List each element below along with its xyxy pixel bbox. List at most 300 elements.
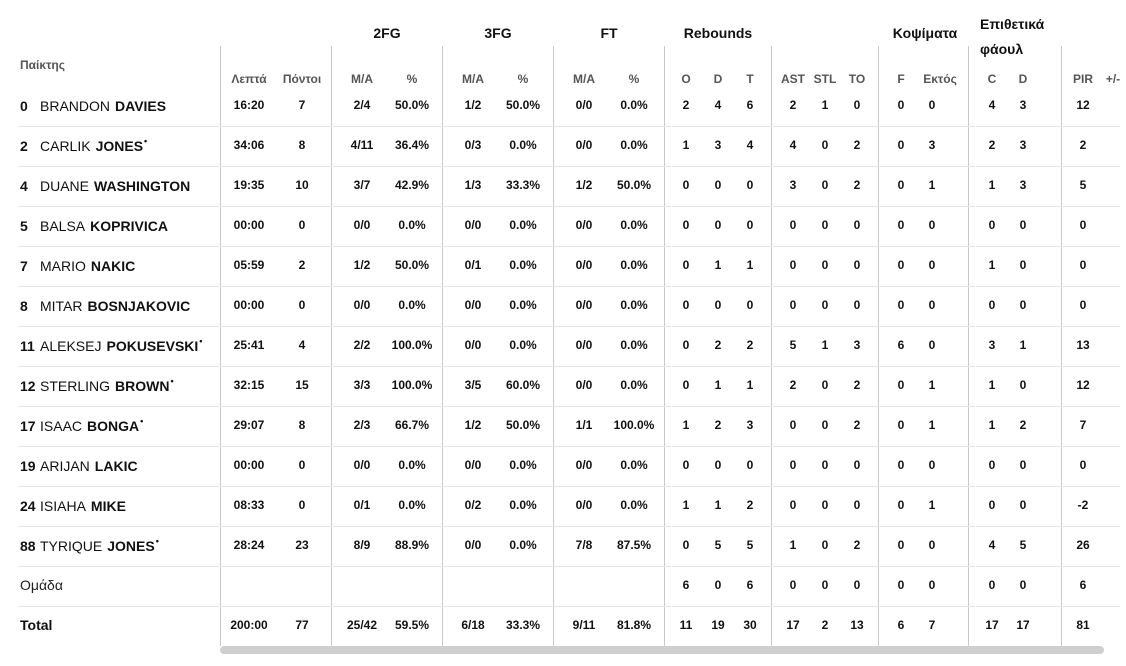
stat-cell: 0/0 — [464, 458, 482, 472]
stat-cell: 0 — [1079, 258, 1087, 272]
stat-cell: 0/0 — [575, 258, 593, 272]
stat-cell: 2 — [853, 538, 861, 552]
stat-cell: 50.0% — [394, 258, 430, 272]
stat-cell: 1 — [1019, 338, 1027, 352]
stat-cell: 0 — [928, 298, 936, 312]
stat-cell: 0 — [298, 218, 306, 232]
stat-cell: 0 — [821, 218, 829, 232]
stat-cell: 1 — [682, 418, 690, 432]
stat-cell: 0/0 — [353, 298, 371, 312]
stat-cell: 0 — [1019, 218, 1027, 232]
stat-cell: 0 — [988, 578, 996, 592]
stat-cell: 0 — [897, 218, 905, 232]
stat-cell: 0/0 — [575, 458, 593, 472]
stat-cell: 1 — [789, 538, 797, 552]
player-first-name[interactable]: ALEKSEJ — [40, 338, 102, 354]
stat-cell: 0 — [928, 578, 936, 592]
stat-cell: 0 — [789, 578, 797, 592]
player-number: 5 — [20, 218, 28, 234]
stat-cell: 0.0% — [398, 298, 426, 312]
stat-cell: 0 — [821, 498, 829, 512]
stat-cell: 0 — [1079, 298, 1087, 312]
stat-cell: 1/2 — [464, 98, 482, 112]
stat-cell: 2 — [988, 138, 996, 152]
player-row — [0, 406, 1126, 446]
player-first-name[interactable]: ARIJAN — [40, 458, 90, 474]
stat-cell: -2 — [1077, 498, 1089, 512]
stat-cell: 0 — [988, 498, 996, 512]
stat-cell: 0/0 — [575, 98, 593, 112]
stat-cell: 2 — [853, 378, 861, 392]
stat-cell: 0 — [821, 258, 829, 272]
stat-cell: 1 — [988, 418, 996, 432]
stat-cell: 3 — [1019, 178, 1027, 192]
stat-cell: 8 — [298, 418, 306, 432]
stat-cell: 0/0 — [464, 338, 482, 352]
stat-cell: 0/2 — [464, 498, 482, 512]
player-number: 4 — [20, 178, 28, 194]
stat-cell: 0.0% — [620, 138, 648, 152]
stat-cell: 1 — [821, 338, 829, 352]
stat-cell: 0 — [298, 298, 306, 312]
stat-cell: 0 — [988, 218, 996, 232]
header-ft-ma: M/A — [573, 72, 595, 86]
stat-cell: 0 — [853, 218, 861, 232]
stat-cell: 0.0% — [509, 538, 537, 552]
stat-cell: 17 — [985, 618, 999, 632]
stat-cell: 26 — [1076, 538, 1090, 552]
total-label: Total — [20, 617, 53, 633]
group-header-blocks: Κοψίματα — [892, 25, 958, 41]
header-minutes: Λεπτά — [231, 72, 267, 86]
stat-cell: 0 — [928, 538, 936, 552]
stat-cell: 2 — [789, 378, 797, 392]
stat-cell: 34:06 — [233, 138, 265, 152]
stat-cell: 0 — [821, 538, 829, 552]
stat-cell: 0 — [897, 378, 905, 392]
stat-cell: 0/0 — [575, 138, 593, 152]
group-header-2fg: 2FG — [373, 25, 401, 41]
player-last-name[interactable]: WASHINGTON — [94, 178, 191, 194]
stat-cell: 0.0% — [398, 218, 426, 232]
stat-cell: 05:59 — [233, 258, 265, 272]
stat-cell: 0 — [897, 498, 905, 512]
stat-cell: 3 — [714, 138, 722, 152]
stat-cell: 0.0% — [620, 378, 648, 392]
stat-cell: 0 — [928, 338, 936, 352]
player-last-name[interactable]: JONES — [95, 138, 144, 154]
stat-cell: 13 — [1076, 338, 1090, 352]
stat-cell: 1/3 — [464, 178, 482, 192]
stat-cell: 1/1 — [575, 418, 593, 432]
stat-cell: 5 — [746, 538, 754, 552]
stat-cell: 0 — [897, 98, 905, 112]
player-number: 17 — [20, 418, 36, 434]
stat-cell: 7/8 — [575, 538, 593, 552]
stat-cell: 2 — [746, 338, 754, 352]
stat-cell: 0 — [746, 218, 754, 232]
stat-cell: 17 — [1016, 618, 1030, 632]
stat-cell: 6 — [682, 578, 690, 592]
stat-cell: 0 — [853, 578, 861, 592]
stat-cell: 2 — [853, 418, 861, 432]
stat-cell: 0 — [821, 418, 829, 432]
stat-cell: 1 — [714, 378, 722, 392]
stat-cell: 0.0% — [620, 218, 648, 232]
stat-cell: 12 — [1076, 98, 1090, 112]
stat-cell: 3/3 — [353, 378, 371, 392]
stat-cell: 1 — [928, 378, 936, 392]
stat-cell: 08:33 — [233, 498, 265, 512]
stat-cell: 5 — [714, 538, 722, 552]
team-label: Ομάδα — [20, 577, 63, 593]
player-row — [0, 286, 1126, 326]
player-first-name[interactable]: CARLIK — [40, 138, 91, 154]
stat-cell: 0 — [897, 178, 905, 192]
stat-cell: 0 — [988, 298, 996, 312]
stat-cell: 28:24 — [233, 538, 265, 552]
stat-cell: 25/42 — [346, 618, 378, 632]
stat-cell: 0 — [789, 218, 797, 232]
stat-cell: 0/0 — [575, 498, 593, 512]
stat-cell: 6 — [746, 578, 754, 592]
stat-cell: 5 — [1019, 538, 1027, 552]
stat-cell: 0 — [853, 498, 861, 512]
stat-cell: 3 — [746, 418, 754, 432]
player-first-name[interactable]: MITAR — [40, 298, 83, 314]
player-row — [0, 206, 1126, 246]
stat-cell: 8/9 — [353, 538, 371, 552]
stat-cell: 6/18 — [461, 618, 485, 632]
header-to: TO — [848, 72, 866, 86]
stat-cell: 0/0 — [464, 298, 482, 312]
header-2fg-ma: M/A — [351, 72, 373, 86]
stat-cell: 50.0% — [394, 98, 430, 112]
stat-cell: 1 — [928, 498, 936, 512]
stat-cell: 0 — [821, 138, 829, 152]
stat-cell: 1 — [746, 378, 754, 392]
stat-cell: 100.0% — [613, 418, 655, 432]
player-first-name[interactable]: ISIAHA — [40, 498, 86, 514]
stat-cell: 0 — [821, 578, 829, 592]
player-first-name[interactable]: ISAAC — [40, 418, 83, 434]
stat-cell: 6 — [897, 338, 905, 352]
stat-cell: 1 — [714, 258, 722, 272]
stat-cell: 11 — [679, 618, 693, 632]
stat-cell: 0 — [897, 578, 905, 592]
stat-cell: 0 — [682, 298, 690, 312]
stat-cell: 3/7 — [353, 178, 371, 192]
stat-cell: 0 — [1079, 458, 1087, 472]
stat-cell: 1/2 — [575, 178, 593, 192]
player-last-name[interactable]: NAKIC — [90, 258, 136, 274]
stat-cell: 4 — [746, 138, 754, 152]
starter-marker: • — [140, 416, 144, 426]
stat-cell: 0.0% — [398, 458, 426, 472]
stat-cell: 0 — [298, 498, 306, 512]
stat-cell: 0/1 — [353, 498, 371, 512]
stat-cell: 1/2 — [353, 258, 371, 272]
group-header-ft: FT — [600, 25, 618, 41]
player-row — [0, 526, 1126, 566]
player-row — [0, 126, 1126, 166]
header-points: Πόντοι — [282, 72, 322, 86]
header-blocks-out: Εκτός — [923, 72, 957, 86]
stat-cell: 0.0% — [509, 338, 537, 352]
stat-cell: 0 — [853, 298, 861, 312]
player-row — [0, 86, 1126, 126]
stat-cell: 2/4 — [353, 98, 371, 112]
starter-marker: • — [170, 376, 174, 386]
player-last-name[interactable]: DAVIES — [115, 98, 167, 114]
stat-cell: 0 — [746, 298, 754, 312]
header-ast: AST — [781, 72, 805, 86]
stat-cell: 30 — [743, 618, 757, 632]
stat-cell: 3 — [928, 138, 936, 152]
stat-cell: 6 — [1079, 578, 1087, 592]
stat-cell: 0.0% — [620, 298, 648, 312]
stat-cell: 0 — [821, 298, 829, 312]
stat-cell: 0 — [746, 178, 754, 192]
stat-cell: 29:07 — [233, 418, 265, 432]
stat-cell: 0/0 — [353, 218, 371, 232]
horizontal-scrollbar[interactable] — [220, 646, 1104, 654]
stat-cell: 2 — [821, 618, 829, 632]
stat-cell: 0 — [714, 298, 722, 312]
stat-cell: 0 — [789, 258, 797, 272]
stat-cell: 0 — [1019, 298, 1027, 312]
stat-cell: 17 — [786, 618, 800, 632]
player-row — [0, 446, 1126, 486]
stat-cell: 200:00 — [230, 618, 268, 632]
player-last-name[interactable]: POKUSEVSKI — [106, 338, 199, 354]
player-number: 12 — [20, 378, 36, 394]
stat-cell: 100.0% — [391, 378, 433, 392]
stat-cell: 0/0 — [353, 458, 371, 472]
stat-cell: 36.4% — [394, 138, 430, 152]
total-row — [0, 606, 1126, 646]
stat-cell: 0.0% — [509, 298, 537, 312]
stat-cell: 50.0% — [616, 178, 652, 192]
stat-cell: 0 — [1019, 498, 1027, 512]
stat-cell: 0 — [853, 258, 861, 272]
stat-cell: 81.8% — [616, 618, 652, 632]
header-3fg-ma: M/A — [462, 72, 484, 86]
stat-cell: 1 — [682, 138, 690, 152]
stat-cell: 7 — [1079, 418, 1087, 432]
header-fouls-committed: C — [987, 72, 997, 86]
player-first-name[interactable]: BRANDON — [40, 98, 111, 114]
stat-cell: 0 — [682, 178, 690, 192]
player-number: 11 — [20, 338, 35, 354]
stat-cell: 32:15 — [233, 378, 265, 392]
stat-cell: 0 — [789, 498, 797, 512]
stat-cell: 2 — [746, 498, 754, 512]
stat-cell: 1 — [714, 498, 722, 512]
stat-cell: 0 — [853, 458, 861, 472]
stat-cell: 0 — [789, 458, 797, 472]
stat-cell: 15 — [295, 378, 309, 392]
stat-cell: 3 — [1019, 98, 1027, 112]
player-first-name[interactable]: BALSA — [40, 218, 86, 234]
stat-cell: 0/0 — [464, 218, 482, 232]
stat-cell: 50.0% — [505, 98, 541, 112]
stat-cell: 0 — [821, 178, 829, 192]
stat-cell: 0 — [682, 338, 690, 352]
stat-cell: 1/2 — [464, 418, 482, 432]
stat-cell: 0 — [821, 458, 829, 472]
player-first-name[interactable]: DUANE — [40, 178, 90, 194]
stat-cell: 2 — [1079, 138, 1087, 152]
stat-cell: 0 — [897, 258, 905, 272]
header-player: Παίκτης — [20, 58, 65, 72]
stat-cell: 2 — [789, 98, 797, 112]
stat-cell: 13 — [850, 618, 864, 632]
stat-cell: 5 — [1079, 178, 1087, 192]
stat-cell: 0 — [682, 378, 690, 392]
header-stl: STL — [813, 72, 837, 86]
stat-cell: 1 — [746, 258, 754, 272]
group-header-offensive-fouls: Επιθετικά φάουλ — [980, 16, 1045, 57]
stat-cell: 00:00 — [233, 298, 265, 312]
stat-cell: 0 — [853, 98, 861, 112]
stat-cell: 5 — [789, 338, 797, 352]
stat-cell: 0/0 — [464, 538, 482, 552]
stat-cell: 0 — [897, 138, 905, 152]
stat-cell: 4/11 — [350, 138, 374, 152]
stat-cell: 10 — [295, 178, 309, 192]
stat-cell: 66.7% — [394, 418, 430, 432]
header-ft-pct: % — [628, 72, 640, 86]
stat-cell: 19 — [711, 618, 725, 632]
stat-cell: 3 — [789, 178, 797, 192]
stat-cell: 0 — [897, 538, 905, 552]
starter-marker: • — [199, 336, 203, 346]
player-first-name[interactable]: STERLING — [40, 378, 111, 394]
stat-cell: 42.9% — [394, 178, 430, 192]
player-number: 8 — [20, 298, 28, 314]
header-reb-d: D — [713, 72, 723, 86]
player-last-name[interactable]: MIKE — [90, 498, 126, 514]
stat-cell: 0 — [682, 258, 690, 272]
player-number: 88 — [20, 538, 36, 554]
header-fouls-drawn: D — [1018, 72, 1028, 86]
player-last-name[interactable]: LAKIC — [94, 458, 138, 474]
stat-cell: 4 — [298, 338, 306, 352]
stat-cell: 0 — [928, 458, 936, 472]
stat-cell: 60.0% — [505, 378, 541, 392]
stat-cell: 0.0% — [620, 258, 648, 272]
stat-cell: 2 — [1019, 418, 1027, 432]
stat-cell: 0 — [714, 458, 722, 472]
group-header-rebounds: Rebounds — [683, 25, 753, 41]
stat-cell: 0.0% — [620, 98, 648, 112]
stat-cell: 7 — [928, 618, 936, 632]
stat-cell: 4 — [988, 98, 996, 112]
stat-cell: 19:35 — [233, 178, 265, 192]
stat-cell: 6 — [897, 618, 905, 632]
stat-cell: 0.0% — [509, 498, 537, 512]
stat-cell: 0.0% — [398, 498, 426, 512]
stat-cell: 0 — [1019, 458, 1027, 472]
stat-cell: 2 — [853, 178, 861, 192]
stat-cell: 1 — [988, 378, 996, 392]
player-last-name[interactable]: BROWN — [115, 378, 170, 394]
stat-cell: 33.3% — [505, 178, 541, 192]
stat-cell: 9/11 — [572, 618, 596, 632]
stat-cell: 0 — [789, 298, 797, 312]
stat-cell: 0.0% — [620, 338, 648, 352]
stat-cell: 25:41 — [233, 338, 265, 352]
stat-cell: 59.5% — [394, 618, 430, 632]
stat-cell: 0 — [714, 178, 722, 192]
player-number: 7 — [20, 258, 28, 274]
stat-cell: 0 — [1019, 578, 1027, 592]
header-reb-o: O — [681, 72, 691, 86]
group-header-3fg: 3FG — [484, 25, 512, 41]
starter-marker: • — [155, 536, 159, 546]
player-number: 2 — [20, 138, 28, 154]
stat-cell: 0 — [714, 578, 722, 592]
stat-cell: 16:20 — [233, 98, 265, 112]
stat-cell: 3 — [988, 338, 996, 352]
player-last-name[interactable]: BONGA — [87, 418, 140, 434]
player-first-name[interactable]: TYRIQUE — [40, 538, 103, 554]
stat-cell: 3 — [853, 338, 861, 352]
player-row — [0, 246, 1126, 286]
starter-marker: • — [144, 136, 148, 146]
stat-cell: 23 — [295, 538, 309, 552]
stat-cell: 33.3% — [505, 618, 541, 632]
stat-cell: 6 — [746, 98, 754, 112]
stat-cell: 0 — [298, 458, 306, 472]
stat-cell: 0 — [897, 418, 905, 432]
stat-cell: 0 — [988, 458, 996, 472]
stat-cell: 1 — [988, 178, 996, 192]
stat-cell: 0 — [789, 418, 797, 432]
header-plus-minus: +/- — [1105, 72, 1121, 86]
stat-cell: 8 — [298, 138, 306, 152]
player-last-name[interactable]: JONES — [107, 538, 155, 554]
stat-cell: 0 — [682, 218, 690, 232]
stat-cell: 0.0% — [509, 458, 537, 472]
stat-cell: 0 — [682, 538, 690, 552]
player-last-name[interactable]: KOPRIVICA — [90, 218, 168, 234]
stat-cell: 2 — [682, 98, 690, 112]
stat-cell: 0/0 — [575, 218, 593, 232]
header-3fg-pct: % — [517, 72, 529, 86]
stat-cell: 2 — [853, 138, 861, 152]
player-last-name[interactable]: BOSNJAKOVIC — [87, 298, 191, 314]
stat-cell: 88.9% — [394, 538, 430, 552]
player-first-name[interactable]: MARIO — [40, 258, 86, 274]
stat-cell: 2/2 — [353, 338, 371, 352]
stat-cell: 00:00 — [233, 458, 265, 472]
stat-cell: 0.0% — [620, 458, 648, 472]
stat-cell: 2/3 — [353, 418, 371, 432]
stat-cell: 1 — [821, 98, 829, 112]
stat-cell: 0/0 — [575, 338, 593, 352]
header-pir: PIR — [1072, 72, 1093, 86]
stat-cell: 0/0 — [575, 378, 593, 392]
stat-cell: 0 — [928, 258, 936, 272]
stat-cell: 0 — [1079, 218, 1087, 232]
stat-cell: 0.0% — [509, 138, 537, 152]
stat-cell: 12 — [1076, 378, 1090, 392]
stat-cell: 1 — [682, 498, 690, 512]
stat-cell: 4 — [714, 98, 722, 112]
stat-cell: 1 — [928, 418, 936, 432]
